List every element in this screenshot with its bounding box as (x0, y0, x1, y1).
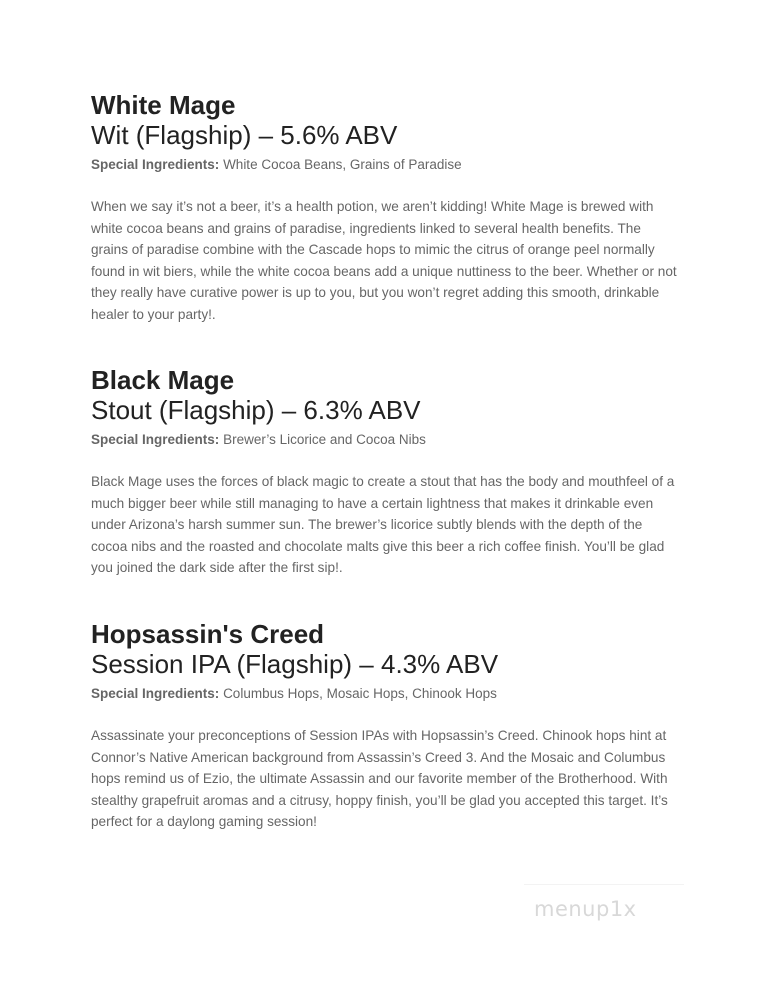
beer-style-abv: Session IPA (Flagship) – 4.3% ABV (91, 649, 499, 679)
beer-description: Assassinate your preconceptions of Session IPAs with Hopsassin’s Creed. Chinook hops hint at Connor’s Native American background from Assassin’s Creed 3. And the Mosaic and Columbus hops remind us of Ezio, the ultimate Assassin and our favorite member of the Brotherhood. With stealthy grapefruit aromas and a citrusy, hoppy finish, you’ll be glad you accepted this target. It’s perfect for a daylong gaming session! (91, 728, 668, 830)
beer-entry-black-mage (91, 365, 691, 579)
ingredients-value: Columbus Hops, Mosaic Hops, Chinook Hops (223, 686, 497, 701)
special-ingredients (91, 431, 691, 449)
beer-description: Black Mage uses the forces of black magic to create a stout that has the body and mouthfeel of a much bigger beer while still managing to have a certain lightness that makes it drinkable even under Arizona’s harsh summer sun. The brewer’s licorice subtly blends with the depth of the cocoa nibs and the roasted and chocolate malts give this beer a rich coffee finish. You’ll be glad you joined the dark side after the first sip!. (91, 474, 675, 576)
watermark-divider (524, 884, 684, 885)
beer-name: White Mage (91, 90, 236, 120)
menupix-watermark-logo: menup1x (534, 897, 637, 921)
beer-style-abv: Wit (Flagship) – 5.6% ABV (91, 120, 398, 150)
ingredients-value: Brewer’s Licorice and Cocoa Nibs (223, 432, 426, 447)
ingredients-label: Special Ingredients: (91, 686, 220, 701)
ingredients-value: White Cocoa Beans, Grains of Paradise (223, 157, 462, 172)
beer-entry-white-mage (91, 90, 691, 326)
ingredients-label: Special Ingredients: (91, 157, 220, 172)
beer-description: When we say it’s not a beer, it’s a health potion, we aren’t kidding! White Mage is brewed with white cocoa beans and grains of paradise, ingredients linked to several health benefits. The grains of paradise combine with the Cascade hops to mimic the citrus of orange peel normally found in wit biers, while the white cocoa beans add a unique nuttiness to the beer. Whether or not they really have curative power is up to you, but you won’t regret adding this smooth, drinkable healer to your party!. (91, 199, 677, 322)
beer-entry-hopsassins-creed (91, 619, 691, 833)
beer-style-abv: Stout (Flagship) – 6.3% ABV (91, 395, 421, 425)
special-ingredients (91, 685, 691, 703)
special-ingredients (91, 156, 691, 174)
beer-name: Hopsassin's Creed (91, 619, 325, 649)
beer-name: Black Mage (91, 365, 235, 395)
ingredients-label: Special Ingredients: (91, 432, 220, 447)
